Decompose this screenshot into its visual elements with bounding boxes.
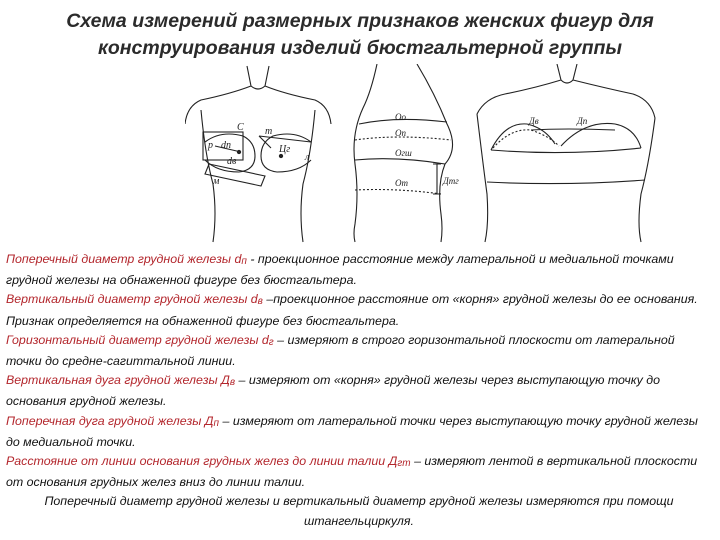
definition-term: Поперечный диаметр грудной железы d [6, 252, 242, 266]
definition-item [6, 371, 712, 411]
cup-label-dv: Дв [529, 116, 539, 126]
definition-desc: – измеряют от латеральной точки через выступающую точку грудной железы до медиальной точки. [6, 413, 698, 449]
definition-symbol: в [229, 377, 236, 389]
side-label-dtg: Дтг [443, 176, 459, 186]
front-label-cg: Цг [279, 144, 291, 155]
measurement-figures [185, 64, 710, 244]
definition-symbol: п [213, 417, 220, 429]
side-label-og: Оп [395, 128, 406, 138]
definition-desc: –проекционное расстояние от «корня» грудной железы до ее основания. Признак определяется на обнаженной фигуре без бюстгальтера. [6, 292, 698, 328]
definition-item [6, 412, 712, 452]
definition-term: Поперечная дуга грудной железы Д [6, 413, 214, 428]
caliper-note: Поперечный диаметр грудной железы и вертикальный диаметр грудной железы измеряются при помощи штангельциркуля. [44, 494, 674, 528]
cup-label-dp: Дп [577, 116, 588, 126]
definition-symbol: г [268, 336, 274, 348]
definition-term: Вертикальный диаметр грудной железы d [6, 292, 258, 307]
definition-item [6, 290, 712, 330]
front-label-t: т [265, 126, 273, 137]
definition-symbol: п [241, 256, 247, 267]
definition-term: Расстояние от линии основания грудных желез до линии талии Д [6, 454, 398, 469]
definition-item [6, 331, 712, 371]
definition-item [6, 452, 712, 492]
front-label-c: С [237, 122, 244, 133]
front-label-l: л [305, 152, 310, 163]
definition-desc: – измеряют от «корня» грудной железы через выступающую точку до основания грудной железы. [6, 373, 660, 409]
definition-symbol: гт [397, 458, 411, 470]
front-label-p: р [208, 140, 213, 151]
title-line-2: конструирования изделий бюстгальтерной группы [97, 37, 623, 59]
page-title [20, 8, 700, 62]
definition-desc: - проекционное расстояние между латеральной и медиальной точками грудной железы на обнаженной фигуре без бюстгальтера. [6, 252, 674, 288]
side-label-ogr: Огш [395, 148, 412, 158]
definition-term: Горизонтальный диаметр грудной железы d [6, 332, 269, 347]
side-label-ot: От [395, 178, 408, 188]
definition-symbol: в [257, 296, 263, 308]
front-label-m: м [213, 176, 220, 187]
front-label-dv: dв [227, 156, 237, 167]
cup-torso-figure [477, 64, 655, 242]
side-label-ov: Оо [395, 112, 406, 122]
definition-item [6, 250, 712, 290]
definitions-block [6, 250, 712, 531]
definition-desc: – измеряют в строго горизонтальной плоскости от латеральной точки до средне-сагиттальной линии. [6, 332, 675, 369]
definition-desc: – измеряют лентой в вертикальной плоскости от основания грудных желез вниз до линии талии. [6, 454, 698, 490]
title-line-1: Схема измерений размерных признаков женских фигур для [66, 10, 654, 32]
front-label-dp: dп [221, 140, 231, 151]
side-torso-figure [354, 64, 459, 242]
definition-term: Вертикальная дуга грудной железы Д [6, 373, 230, 388]
front-torso-figure [185, 66, 331, 242]
